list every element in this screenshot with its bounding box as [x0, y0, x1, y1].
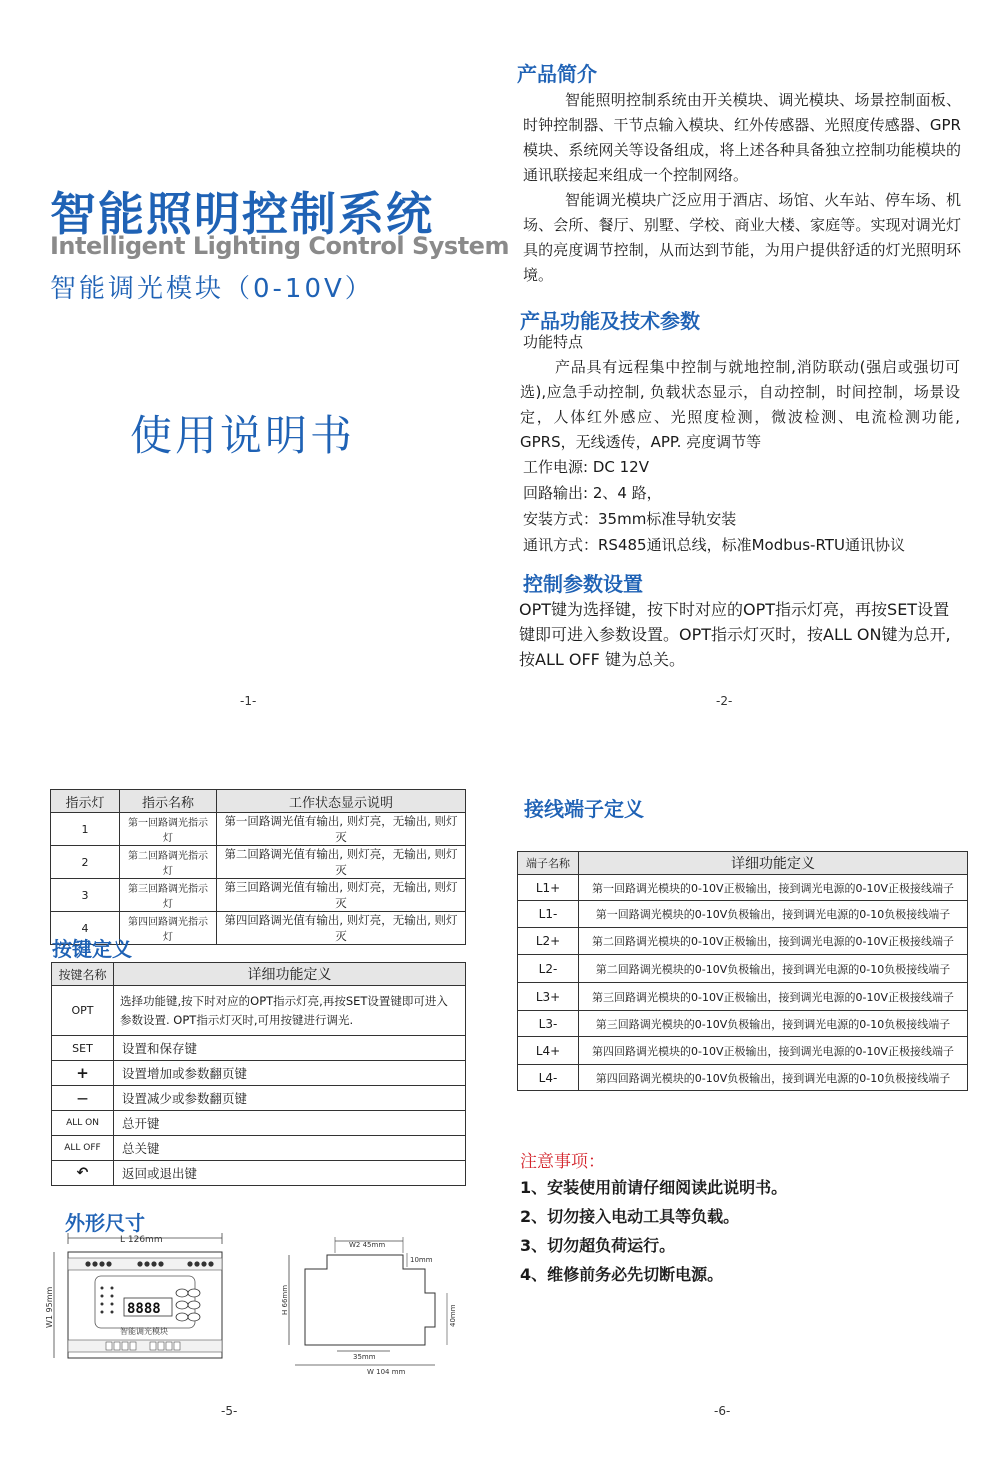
indicator-name: 第四回路调光指示灯: [120, 912, 217, 945]
table-row: [52, 1061, 466, 1086]
dim-width-label: W 104 mm: [367, 1368, 406, 1376]
terminal-header-name: 端子名称: [518, 852, 579, 875]
table-row: [518, 955, 968, 983]
spec-communication: 通讯方式：RS485通讯总线，标准Modbus-RTU通讯协议: [523, 536, 905, 554]
side-view-drawing: [275, 1233, 465, 1383]
terminal-desc: 第四回路调光模块的0-10V正极输出，接到调光电源的0-10V正极接线端子: [579, 1037, 968, 1065]
key-heading: 按键定义: [52, 937, 132, 961]
key-desc: 返回或退出键: [114, 1161, 466, 1186]
table-row: [52, 1111, 466, 1136]
table-row: [52, 1161, 466, 1186]
indicator-desc: 第二回路调光值有输出, 则灯亮，无输出, 则灯灭: [217, 846, 466, 879]
front-view-drawing: [40, 1228, 240, 1368]
function-subheading: 功能特点: [523, 333, 584, 351]
table-row: [518, 875, 968, 901]
terminal-name: L3-: [518, 1011, 579, 1037]
terminal-heading: 接线端子定义: [524, 797, 644, 821]
notes-heading: 注意事项：: [520, 1152, 605, 1172]
device-label: 智能调光模块: [120, 1327, 168, 1336]
table-row: [518, 1065, 968, 1091]
terminal-name: L4-: [518, 1065, 579, 1091]
indicator-header-lamp: 指示灯: [51, 790, 120, 813]
indicator-name: 第二回路调光指示灯: [120, 846, 217, 879]
dim-w2-label: W2 45mm: [349, 1241, 386, 1249]
table-row: [518, 901, 968, 928]
terminal-name: L4+: [518, 1037, 579, 1065]
terminal-desc: 第三回路调光模块的0-10V正极输出，接到调光电源的0-10V正极接线端子: [579, 983, 968, 1011]
key-name: ALL OFF: [52, 1136, 114, 1161]
dim-length-label: L 126mm: [120, 1235, 163, 1245]
param-text: OPT键为选择键，按下时对应的OPT指示灯亮，再按SET设置键即可进入参数设置。OPT指示灯灭时，按ALL ON键为总开, 按ALL OFF 键为总关。: [519, 600, 951, 669]
indicator-no: 1: [51, 813, 120, 846]
key-desc: 设置增加或参数翻页键: [114, 1061, 466, 1086]
indicator-desc: 第一回路调光值有输出, 则灯亮，无输出, 则灯灭: [217, 813, 466, 846]
spec-power: 工作电源: DC 12V: [523, 458, 649, 476]
key-desc: 设置减少或参数翻页键: [114, 1086, 466, 1111]
key-header-name: 按键名称: [52, 963, 114, 986]
terminal-desc: 第二回路调光模块的0-10V负极输出，接到调光电源的0-10负极接线端子: [579, 955, 968, 983]
terminal-name: L1+: [518, 875, 579, 901]
indicator-desc: 第三回路调光值有输出, 则灯亮，无输出, 则灯灭: [217, 879, 466, 912]
key-name: OPT: [52, 986, 114, 1036]
indicator-header-name: 指示名称: [120, 790, 217, 813]
indicator-table: [50, 789, 466, 945]
cover-subtitle: 智能调光模块（0-10V）: [50, 274, 374, 304]
key-desc: 选择功能键,按下时对应的OPT指示灯亮,再按SET设置键即可进入参数设置. OPT指示灯灭时,可用按键进行调光.: [114, 986, 466, 1036]
page-number-1: -1-: [240, 694, 257, 708]
table-row: [51, 813, 466, 846]
intro-heading: 产品简介: [517, 62, 597, 86]
dim-width1-label: W1 95mm: [45, 1286, 54, 1328]
note-item: 1、安装使用前请仔细阅读此说明书。: [520, 1178, 788, 1197]
function-paragraph: 产品具有远程集中控制与就地控制,消防联动(强启或强切可选),应急手动控制, 负载状态显示，自动控制，时间控制，场景设定，人体红外感应、光照度检测，微波检测、电流检测功能, GPRS，无线透传，APP. 亮度调节等: [520, 358, 960, 451]
terminal-header-desc: 详细功能定义: [579, 852, 968, 875]
table-row: [518, 928, 968, 955]
key-desc: 总开键: [114, 1111, 466, 1136]
key-desc: 总关键: [114, 1136, 466, 1161]
note-item: 2、切勿接入电动工具等负载。: [520, 1207, 740, 1226]
table-row: [518, 1037, 968, 1065]
indicator-header-desc: 工作状态显示说明: [217, 790, 466, 813]
table-row: [51, 879, 466, 912]
terminal-name: L1-: [518, 901, 579, 928]
cover-title-english: Intelligent Lighting Control System: [50, 232, 509, 260]
param-heading: 控制参数设置: [523, 572, 643, 596]
table-row: [52, 1036, 466, 1061]
note-item: 4、维修前务必先切断电源。: [520, 1265, 724, 1284]
table-row: [52, 986, 466, 1036]
indicator-name: 第一回路调光指示灯: [120, 813, 217, 846]
key-table: [51, 962, 466, 1186]
terminal-name: L2-: [518, 955, 579, 983]
table-row: [518, 1011, 968, 1037]
key-name: ALL ON: [52, 1111, 114, 1136]
terminal-desc: 第一回路调光模块的0-10V负极输出，接到调光电源的0-10负极接线端子: [579, 901, 968, 928]
dimension-heading: 外形尺寸: [65, 1211, 145, 1235]
terminal-desc: 第二回路调光模块的0-10V正极输出，接到调光电源的0-10V正极接线端子: [579, 928, 968, 955]
function-heading: 产品功能及技术参数: [520, 309, 700, 333]
terminal-desc: 第四回路调光模块的0-10V负极输出，接到调光电源的0-10负极接线端子: [579, 1065, 968, 1091]
indicator-no: 3: [51, 879, 120, 912]
note-item: 3、切勿超负荷运行。: [520, 1236, 676, 1255]
cover-title: 智能照明控制系统: [50, 187, 434, 241]
key-desc: 设置和保存键: [114, 1036, 466, 1061]
dim-10mm-label: 10mm: [410, 1256, 433, 1264]
intro-paragraph-2: 智能调光模块广泛应用于酒店、场馆、火车站、停车场、机场、会所、餐厅、别墅、学校、商业大楼、家庭等。实现对调光灯具的亮度调节控制，从而达到节能，为用户提供舒适的灯光照明环境。: [523, 191, 961, 284]
indicator-desc: 第四回路调光值有输出, 则灯亮，无输出, 则灯灭: [217, 912, 466, 945]
key-header-desc: 详细功能定义: [114, 963, 466, 986]
key-name: —: [52, 1086, 114, 1111]
table-row: [52, 1136, 466, 1161]
terminal-desc: 第一回路调光模块的0-10V正极输出，接到调光电源的0-10V正极接线端子: [579, 875, 968, 901]
key-name: SET: [52, 1036, 114, 1061]
terminal-name: L2+: [518, 928, 579, 955]
dim-40mm-label: 40mm: [449, 1304, 457, 1327]
seven-segment-display: 8888: [127, 1301, 161, 1317]
terminal-name: L3+: [518, 983, 579, 1011]
key-name: +: [52, 1061, 114, 1086]
table-row: [52, 1086, 466, 1111]
page-number-6: -6-: [714, 1404, 731, 1418]
dim-height-label: H 66mm: [281, 1284, 289, 1315]
terminal-table: [517, 851, 968, 1091]
page-number-2: -2-: [716, 694, 733, 708]
table-row: [518, 983, 968, 1011]
page-number-5: -5-: [221, 1404, 238, 1418]
terminal-desc: 第三回路调光模块的0-10V负极输出，接到调光电源的0-10负极接线端子: [579, 1011, 968, 1037]
indicator-no: 2: [51, 846, 120, 879]
spec-output: 回路输出: 2、4 路，: [523, 484, 662, 502]
table-row: [51, 846, 466, 879]
indicator-no: 4: [51, 912, 120, 945]
dim-35mm-label: 35mm: [353, 1353, 376, 1361]
intro-paragraph-1: 智能照明控制系统由开关模块、调光模块、场景控制面板、时钟控制器、干节点输入模块、红外传感器、光照度传感器、GPR模块、系统网关等设备组成，将上述各种具备独立控制功能模块的通讯联接起来组成一个控制网络。: [523, 91, 961, 184]
spec-install: 安装方式：35mm标准导轨安装: [523, 510, 737, 528]
indicator-name: 第三回路调光指示灯: [120, 879, 217, 912]
return-key-icon: ↶: [52, 1161, 114, 1186]
manual-title: 使用说明书: [130, 411, 356, 460]
